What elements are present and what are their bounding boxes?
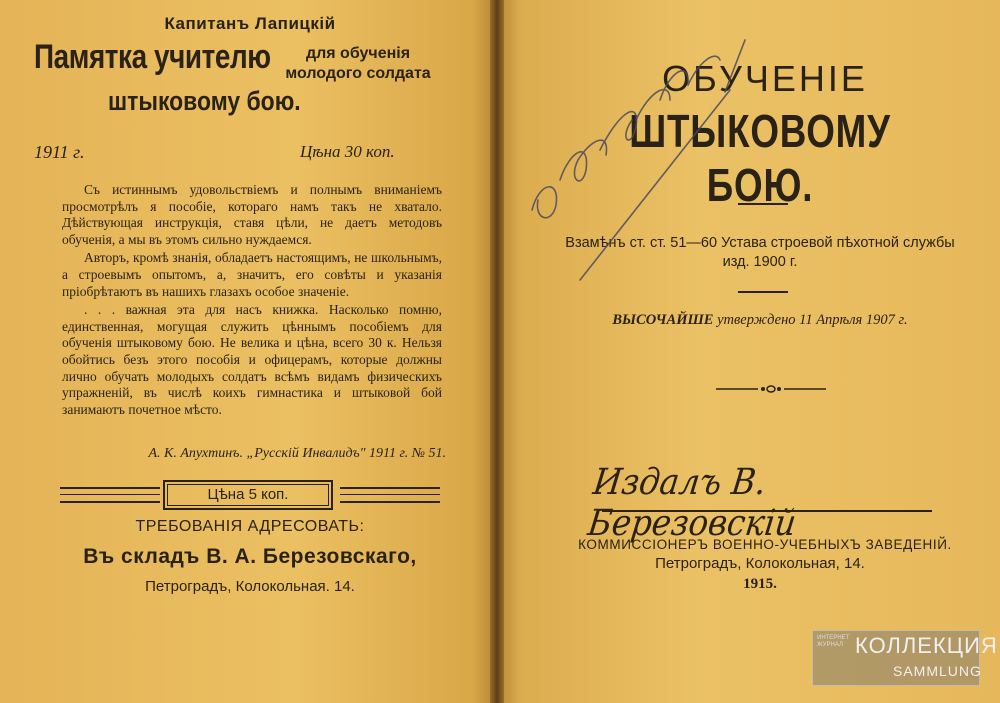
signature-underline (602, 510, 932, 512)
orders-heading: ТРЕБОВАНІЯ АДРЕСОВАТЬ: (135, 518, 365, 535)
collection-watermark (812, 630, 998, 686)
review-paragraph: Съ истиннымъ удовольствіемъ и полнымъ вниманіемъ просмотрѣлъ я пособіе, котораго намъ такъ не хватало. Дѣйствующая инструкція, ставя цѣли, не даетъ методовъ обученія, а мы въ этомъ сильно нуждаемся. (62, 182, 442, 247)
price-box: Цѣна 5 коп. (163, 480, 333, 510)
ornamental-rule-right (340, 487, 440, 503)
commissioner-line: КОММИССІОНЕРЪ ВОЕННО-УЧЕБНЫХЪ ЗАВЕДЕНІЙ. (578, 537, 952, 552)
review-paragraph: . . . важная эта для насъ книжка. Насколько помню, единственная, могущая служить цѣннымъ пособіемъ для обученія штыковому бою. Не велика и цѣна, всего 30 к. Нельзя обойтись безъ этого пособія и офицерамъ, которые должны лично обучать молодыхъ солдатъ всѣмъ видамъ физическихъ упражненій, въ числѣ коихъ гимнастика и штыковой бой занимаютъ почетное мѣсто. (62, 302, 442, 417)
pencil-inscription (520, 30, 760, 300)
replacement-note: Взамѣнъ ст. ст. 51—60 Устава строевой пѣхотной службы изд. 1900 г. (565, 235, 955, 270)
approval-note (560, 312, 960, 329)
review-text (62, 182, 442, 418)
ornament-divider (716, 382, 826, 396)
publisher-signature: Издалъ В. Березовскій (585, 462, 799, 544)
watermark-side-text: ИНТЕРНЕТ ЖУРНАЛ (817, 635, 850, 648)
warehouse-line: Въ складъ В. А. Березовскаго, (83, 545, 417, 568)
right-title-line1: ОБУЧЕНІЕ (662, 58, 868, 99)
left-address: Петроградъ, Колокольная. 14. (145, 578, 355, 595)
left-title-side: для обученія молодого солдата (285, 45, 431, 82)
watermark-title: КОЛЛЕКЦИЯ (855, 633, 998, 658)
watermark-subtitle: SAMMLUNG (893, 663, 982, 679)
left-title-bottom: штыковому бою. (108, 86, 301, 116)
review-citation: А. К. Апухтинъ. „Русскій Инвалидъ" 1911 г. № 51. (148, 446, 446, 461)
left-title-main: Памятка учителю (34, 38, 271, 76)
right-year: 1915. (743, 576, 777, 592)
approval-rest: утверждено 11 Апрѣля 1907 г. (717, 312, 908, 328)
right-address: Петроградъ, Колокольная, 14. (655, 555, 865, 572)
author-name: Капитанъ Лапицкій (164, 14, 336, 33)
review-paragraph: Авторъ, кромѣ знанія, обладаетъ настоящимъ, не школьнымъ, а строевымъ опытомъ, а, значитъ, его совѣты и указанія пріобрѣтаютъ въ нашихъ глазахъ особое значеніе. (62, 250, 442, 299)
left-year: 1911 г. (34, 142, 85, 162)
left-price: Цѣна 30 коп. (300, 142, 395, 161)
book-spine (490, 0, 504, 703)
right-title-line2: ШТЫКОВОМУ БОЮ. (629, 105, 891, 211)
ornamental-rule-left (60, 487, 160, 503)
approval-bold: ВЫСОЧАЙШЕ (612, 312, 714, 328)
price-box-frame (60, 480, 440, 510)
